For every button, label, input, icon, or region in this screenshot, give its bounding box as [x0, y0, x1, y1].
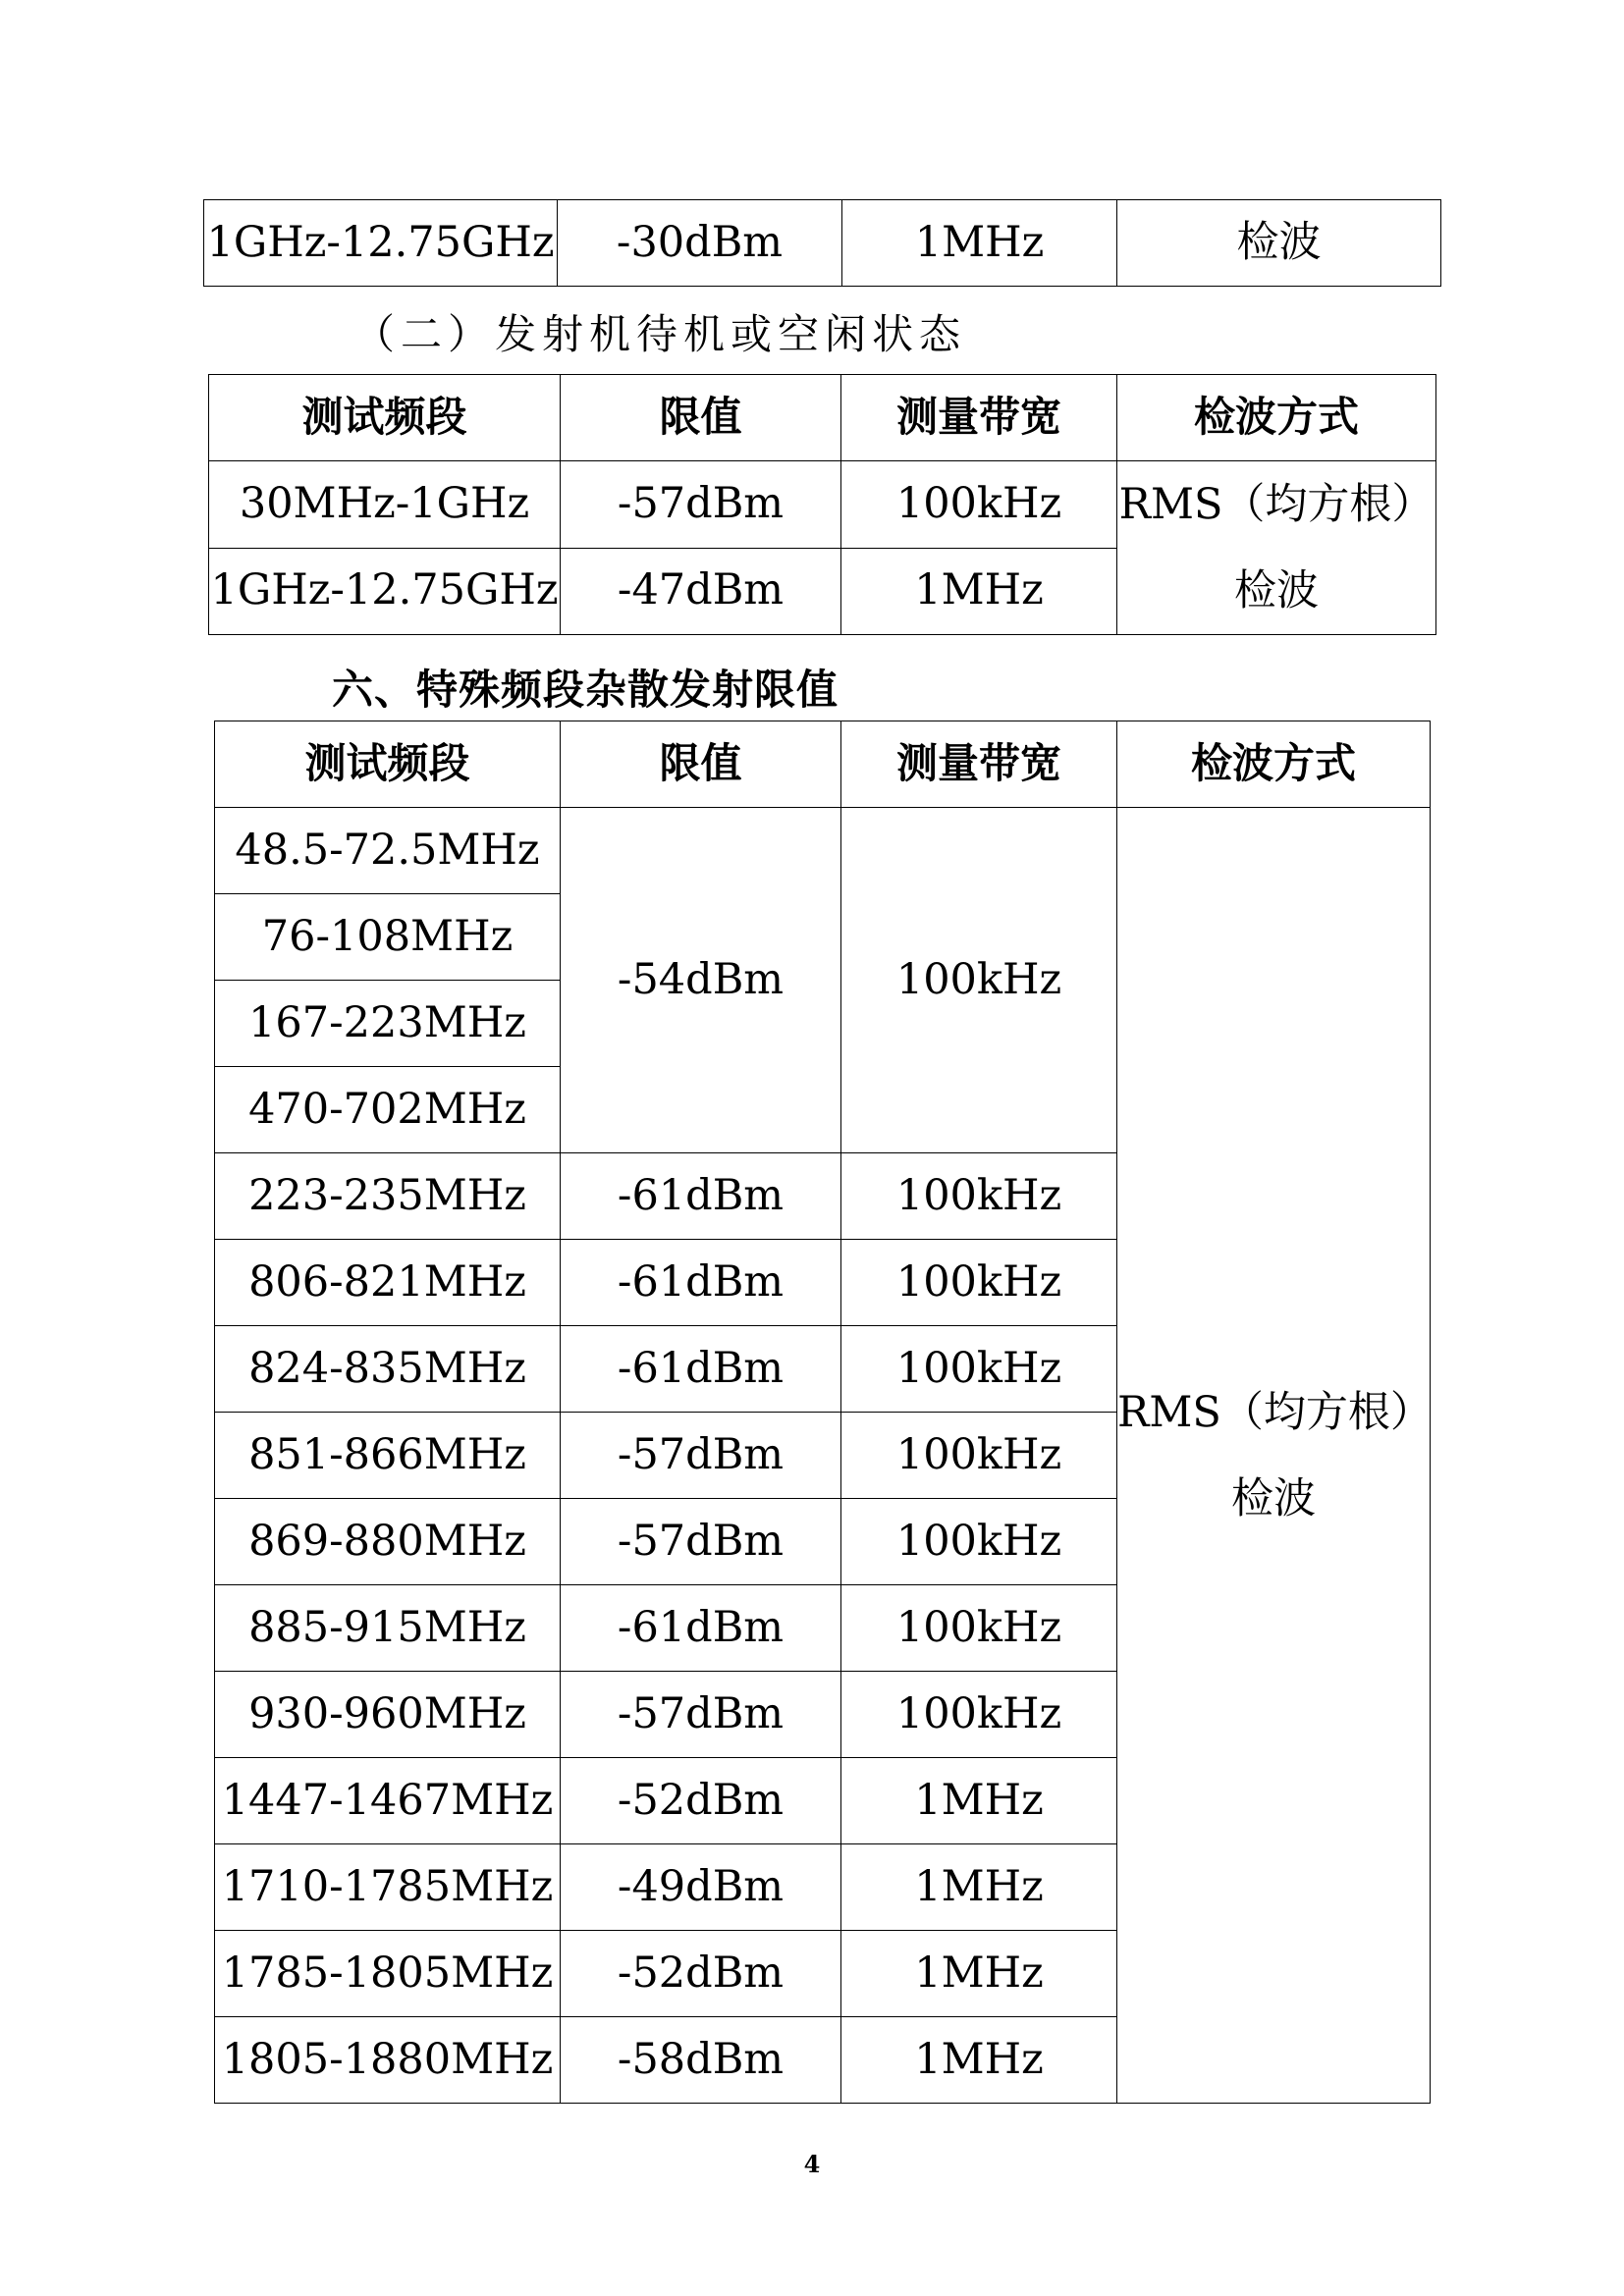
header-bandwidth: 测量带宽	[841, 375, 1117, 461]
band-cell: 30MHz-1GHz	[209, 461, 561, 549]
bandwidth-cell: 100kHz	[841, 1499, 1117, 1585]
page-number: 4	[803, 2150, 821, 2178]
limit-cell: -52dBm	[561, 1931, 841, 2017]
table-row	[209, 461, 1436, 549]
limit-cell: -57dBm	[561, 1499, 841, 1585]
header-detection: 检波方式	[1117, 721, 1431, 808]
special-bands-table	[214, 721, 1431, 2104]
limit-cell: -57dBm	[561, 461, 841, 549]
header-band: 测试频段	[209, 375, 561, 461]
bandwidth-cell: 1MHz	[841, 548, 1117, 635]
band-cell: 76-108MHz	[215, 894, 561, 981]
standby-section-heading: （二）发射机待机或空闲状态	[353, 310, 967, 358]
bandwidth-cell: 1MHz	[841, 1844, 1117, 1931]
band-cell: 806-821MHz	[215, 1240, 561, 1326]
bandwidth-cell: 100kHz	[841, 1240, 1117, 1326]
table-row	[215, 808, 1431, 894]
limit-cell: -61dBm	[561, 1240, 841, 1326]
header-band: 测试频段	[215, 721, 561, 808]
header-limit: 限值	[561, 721, 841, 808]
band-cell: 1710-1785MHz	[215, 1844, 561, 1931]
detection-line-1: RMS（均方根）	[1117, 1387, 1433, 1437]
bandwidth-cell: 1MHz	[841, 2017, 1117, 2104]
bandwidth-cell: 1MHz	[841, 1758, 1117, 1844]
limit-cell: -57dBm	[561, 1413, 841, 1499]
special-section-heading: 六、特殊频段杂散发射限值	[332, 666, 839, 714]
limit-cell: -30dBm	[558, 200, 842, 287]
bandwidth-cell: 100kHz	[841, 1585, 1117, 1672]
standby-table	[208, 374, 1436, 635]
limit-cell: -52dBm	[561, 1758, 841, 1844]
band-cell: 824-835MHz	[215, 1326, 561, 1413]
band-cell: 1GHz-12.75GHz	[209, 548, 561, 635]
band-cell: 48.5-72.5MHz	[215, 808, 561, 894]
band-cell: 470-702MHz	[215, 1067, 561, 1153]
band-cell: 1785-1805MHz	[215, 1931, 561, 2017]
band-cell: 1GHz-12.75GHz	[204, 200, 558, 287]
bandwidth-cell: 1MHz	[842, 200, 1117, 287]
band-cell: 930-960MHz	[215, 1672, 561, 1758]
limit-cell: -47dBm	[561, 548, 841, 635]
detection-cell: 检波	[1117, 200, 1441, 287]
detection-cell	[1117, 461, 1436, 635]
band-cell: 167-223MHz	[215, 981, 561, 1067]
band-cell: 869-880MHz	[215, 1499, 561, 1585]
bandwidth-cell: 100kHz	[841, 1672, 1117, 1758]
limit-cell: -57dBm	[561, 1672, 841, 1758]
bandwidth-cell: 100kHz	[841, 1413, 1117, 1499]
detection-line-2: 检波	[1234, 566, 1319, 615]
limit-cell: -61dBm	[561, 1326, 841, 1413]
limit-cell: -58dBm	[561, 2017, 841, 2104]
header-detection: 检波方式	[1117, 375, 1436, 461]
bandwidth-cell: 100kHz	[841, 1326, 1117, 1413]
table-row	[204, 200, 1441, 287]
detection-line-1: RMS（均方根）	[1118, 480, 1435, 529]
band-cell: 851-866MHz	[215, 1413, 561, 1499]
detection-line-2: 检波	[1231, 1473, 1316, 1523]
bandwidth-cell: 1MHz	[841, 1931, 1117, 2017]
header-bandwidth: 测量带宽	[841, 721, 1117, 808]
band-cell: 223-235MHz	[215, 1153, 561, 1240]
header-limit: 限值	[561, 375, 841, 461]
bandwidth-cell: 100kHz	[841, 1153, 1117, 1240]
group-bandwidth-cell: 100kHz	[841, 808, 1117, 1153]
table-header-row	[215, 721, 1431, 808]
bandwidth-cell: 100kHz	[841, 461, 1117, 549]
group-limit-cell: -54dBm	[561, 808, 841, 1153]
band-cell: 885-915MHz	[215, 1585, 561, 1672]
detection-cell	[1117, 808, 1431, 2104]
limit-cell: -61dBm	[561, 1153, 841, 1240]
band-cell: 1447-1467MHz	[215, 1758, 561, 1844]
limit-cell: -49dBm	[561, 1844, 841, 1931]
limit-cell: -61dBm	[561, 1585, 841, 1672]
band-cell: 1805-1880MHz	[215, 2017, 561, 2104]
top-table	[203, 199, 1441, 287]
table-header-row	[209, 375, 1436, 461]
